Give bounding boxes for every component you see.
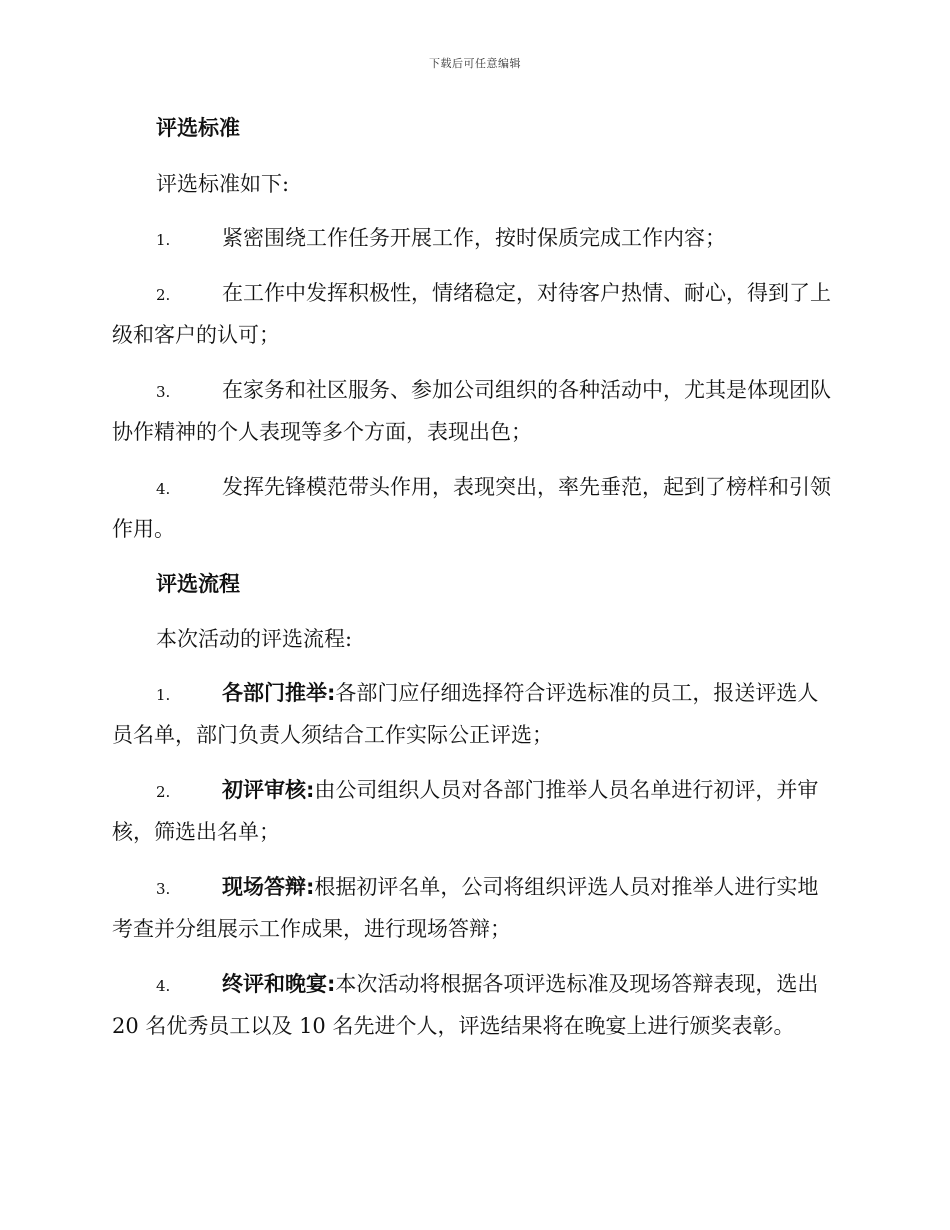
list-number: 1. [156, 686, 171, 704]
process-item [112, 964, 834, 1046]
process-item-text: 根据初评名单，公司将组织评选人员对推举人进行实地考查并分组展示工作成果，进行现场答辩； [112, 875, 819, 941]
list-number: 2. [156, 783, 171, 801]
criteria-item [112, 218, 834, 260]
criteria-item [112, 370, 834, 452]
list-number: 2. [156, 286, 171, 304]
process-item-text: 各部门应仔细选择符合评选标准的员工，报送评选人员名单，部门负责人须结合工作实际公正评选； [112, 681, 819, 747]
criteria-item-text: 在家务和社区服务、参加公司组织的各种活动中，尤其是体现团队协作精神的个人表现等多个方面，表现出色； [112, 378, 831, 444]
process-heading: 评选流程 [156, 572, 240, 596]
process-item-label: 现场答辩: [222, 875, 315, 899]
list-number: 1. [156, 231, 171, 249]
list-number: 3. [156, 383, 171, 401]
process-item-text: 由公司组织人员对各部门推举人员名单进行初评，并审核，筛选出名单； [112, 778, 819, 844]
page-header: 下载后可任意编辑 [429, 57, 521, 70]
criteria-intro: 评选标准如下: [156, 172, 290, 196]
criteria-item-text: 紧密围绕工作任务开展工作，按时保质完成工作内容； [222, 226, 726, 250]
process-item [112, 673, 834, 755]
process-item [112, 770, 834, 852]
criteria-item-text: 在工作中发挥积极性，情绪稳定，对待客户热情、耐心，得到了上级和客户的认可； [112, 281, 831, 347]
list-number: 3. [156, 880, 171, 898]
criteria-heading: 评选标准 [156, 116, 240, 140]
process-item-label: 终评和晚宴: [222, 972, 336, 996]
criteria-item [112, 273, 834, 355]
process-item-label: 各部门推举: [222, 681, 336, 705]
process-item-text: 本次活动将根据各项评选标准及现场答辩表现，选出 20 名优秀员工以及 10 名先进个人，评选结果将在晚宴上进行颁奖表彰。 [112, 972, 819, 1038]
process-intro: 本次活动的评选流程: [156, 627, 353, 651]
list-number: 4. [156, 480, 171, 498]
process-item-label: 初评审核: [222, 778, 315, 802]
criteria-item [112, 467, 834, 549]
criteria-item-text: 发挥先锋模范带头作用，表现突出，率先垂范，起到了榜样和引领作用。 [112, 475, 831, 541]
list-number: 4. [156, 977, 171, 995]
process-item [112, 867, 834, 949]
